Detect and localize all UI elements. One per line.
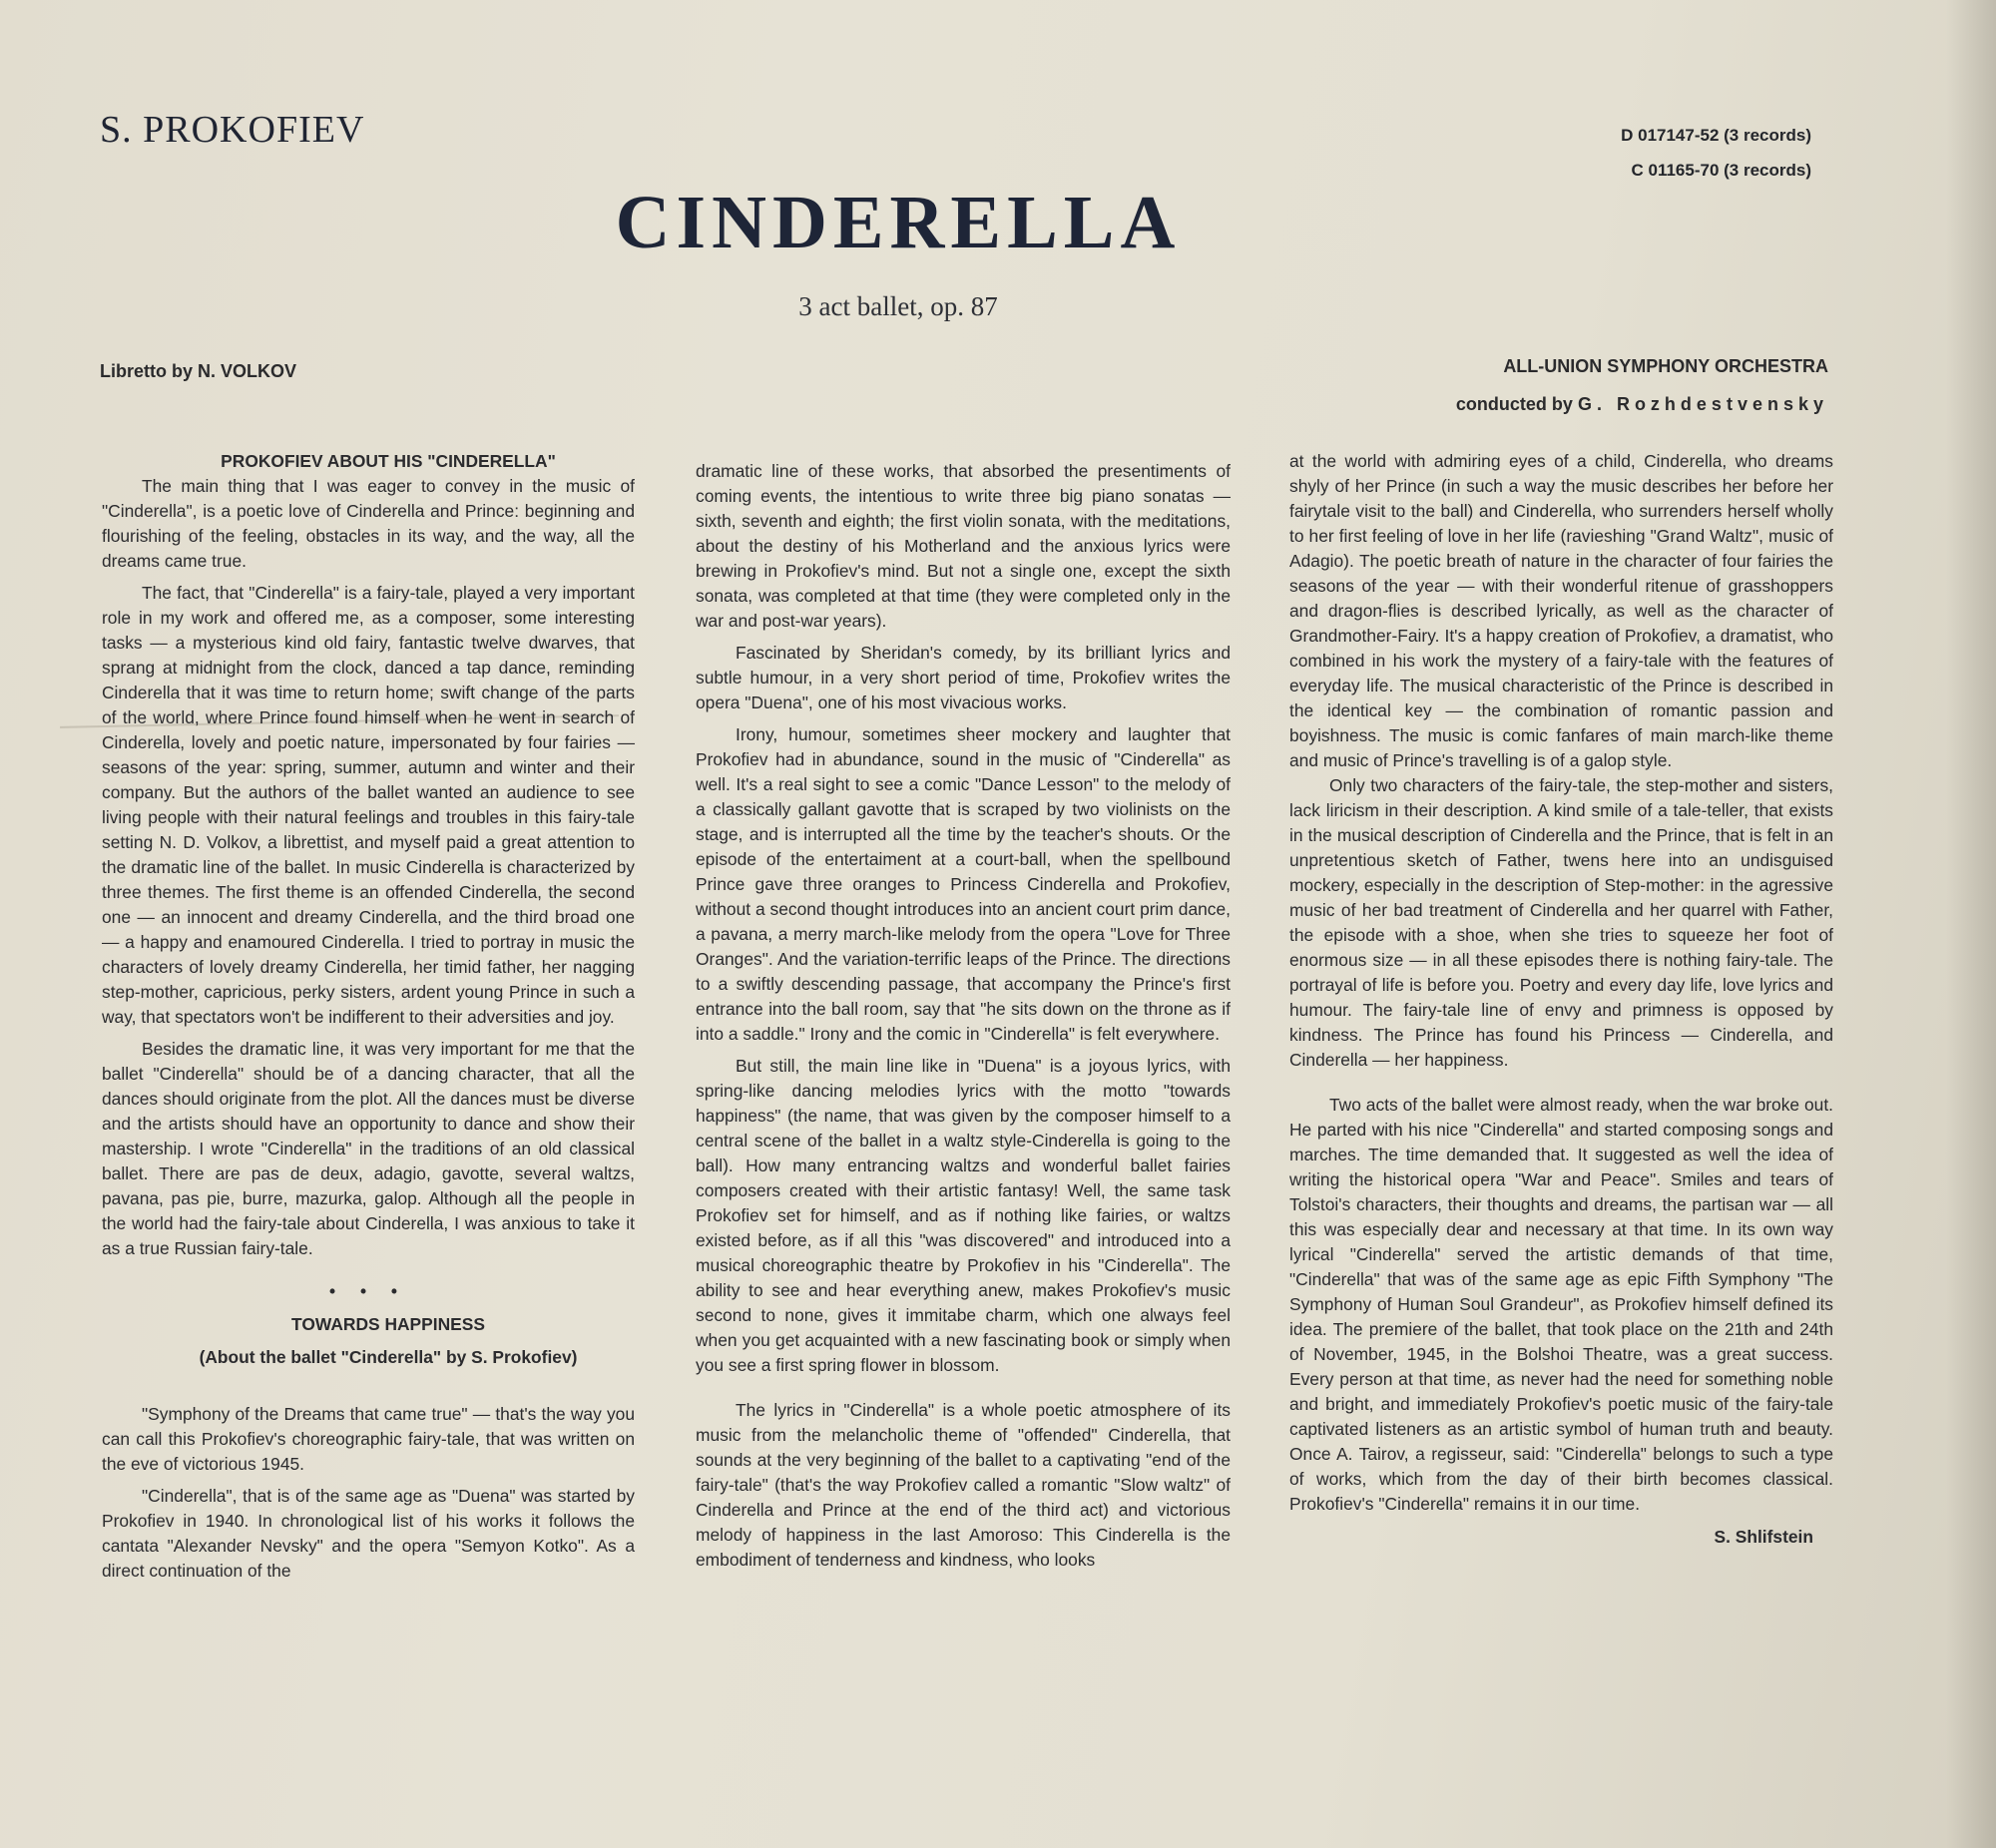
text-column-1	[102, 449, 635, 1584]
section-heading: TOWARDS HAPPINESS	[291, 1314, 485, 1334]
orchestra-name: ALL-UNION SYMPHONY ORCHESTRA	[1503, 356, 1828, 376]
libretto-credit: Libretto by N. VOLKOV	[100, 361, 297, 381]
composer-name: S. PROKOFIEV	[100, 109, 365, 151]
paragraph: at the world with admiring eyes of a child, Cinderella, who dreams shyly of her Prince (in such a way the music describes her before her fairytale visit to the ball) and Cinderella, who surrenders herself wholly to her first feeling of love in her life (ravieshing "Grand Waltz", music of Adagio). The poetic breath of nature in the character of four fairies the seasons of the year — with their wonderful ritenue of grasshoppers and dragon-flies is described lyrically, as well as the character of Grandmother-Fairy. It's a happy creation of Prokofiev, a dramatist, who combined in his work the mystery of a fairy-tale with the features of everyday life. The musical characteristic of the Prince is described in the identical key — the combination of romantic passion and boyishness. The music is comic fanfares of main march-like theme and music of Prince's travelling is of a galop style.	[1289, 451, 1833, 770]
section-heading: PROKOFIEV ABOUT HIS "CINDERELLA"	[221, 451, 556, 471]
work-title: CINDERELLA	[615, 181, 1182, 264]
author-signature: S. Shlifstein	[1714, 1527, 1813, 1547]
conductor-line	[1456, 385, 1828, 423]
conductor-prefix: conducted by	[1455, 394, 1573, 414]
paragraph: Besides the dramatic line, it was very important for me that the ballet "Cinderella" should be of a dancing character, that all the dances should originate from the plot. All the dances must be diverse and the artists should have an opportunity to dance and show their mastership. I wrote "Cinderella" in the traditions of an old classical ballet. There are pas de deux, adagio, gavotte, several waltzs, pavana, pas pie, burre, mazurka, galop. Although all the people in the world had the fairy-tale about Cinderella, I was anxious to take it as a true Russian fairy-tale.	[102, 1039, 635, 1258]
paragraph: dramatic line of these works, that absorbed the presentiments of coming events, the intentious to write three big piano sonatas — sixth, seventh and eighth; the first violin sonata, with the meditations, about the destiny of his Motherland and the anxious lyrics were brewing in Prokofiev's mind. But not a single one, except the sixth sonata, was completed at that time (they were completed only in the war and post-war years).	[696, 461, 1231, 631]
paragraph: "Cinderella", that is of the same age as "Duena" was started by Prokofiev in 1940. In chronological list of his works it follows the cantata "Alexander Nevsky" and the opera "Semyon Kotko". As a direct continuation of the	[102, 1486, 635, 1581]
catalog-numbers	[1621, 118, 1811, 188]
catalog-number-2: C 01165-70 (3 records)	[1631, 161, 1811, 180]
paragraph: "Symphony of the Dreams that came true" — that's the way you can call this Prokofiev's choreographic fairy-tale, that was written on the eve of victorious 1945.	[102, 1404, 635, 1474]
catalog-number-1: D 017147-52 (3 records)	[1621, 126, 1811, 145]
paragraph: Fascinated by Sheridan's comedy, by its brilliant lyrics and subtle humour, in a very short period of time, Prokofiev writes the opera "Duena", one of his most vivacious works.	[696, 643, 1231, 712]
paragraph: But still, the main line like in "Duena" is a joyous lyrics, with spring-like dancing melodies lyrics with the motto "towards happiness" (the name, that was given by the composer himself to a central scene of the ballet in a waltz style-Cinderella is going to the ball). How many entrancing waltzs and wonderful ballet fairies composers created with their artistic fantasy! Well, the same task Prokofiev set for himself, and as if nothing like fairies, or waltzs existed before, as if all this "was discovered" and introduced into a musical choreographic theatre by Prokofiev in his "Cinderella". The ability to see and hear everything anew, makes Prokofiev's music second to none, gives it immitabe charm, which one always feel when you get acquainted with a new fascinating book or simply when you see a first spring flower in blossom.	[696, 1056, 1231, 1375]
paragraph: The fact, that "Cinderella" is a fairy-tale, played a very important role in my work and offered me, as a composer, some interesting tasks — a mysterious kind old fairy, fantastic twelve dwarves, that sprang at midnight from the clock, danced a tap dance, reminding Cinderella that it was time to return home; swift change of the parts of the world, where Prince found himself when he went in search of Cinderella, lovely and poetic nature, impersonated by four fairies — seasons of the year: spring, summer, autumn and winter and their company. But the authors of the ballet wanted an audience to see living people with their natural feelings and troubles in this fairy-tale setting N. D. Volkov, a librettist, and myself paid a great attention to the dramatic line of the ballet. In music Cinderella is characterized by three themes. The first theme is an offended Cinderella, the second one — an innocent and dreamy Cinderella, and the third broad one — a happy and enamoured Cinderella. I tried to portray in music the characters of lovely dreamy Cinderella, her timid father, her nagging step-mother, capricious, perky sisters, ardent young Prince in such a way, that spectators won't be indifferent to their adversities and joy.	[102, 583, 635, 1027]
performer-credit	[1456, 347, 1828, 423]
paragraph: The main thing that I was eager to convey in the music of "Cinderella", is a poetic love of Cinderella and Prince: beginning and flourishing of the feeling, obstacles in its way, and the way, all the dreams came true.	[102, 476, 635, 571]
conductor-name: G. Rozhdestvensky	[1577, 394, 1828, 414]
text-column-2	[696, 459, 1231, 1573]
work-subtitle: 3 act ballet, op. 87	[798, 291, 998, 321]
paragraph: The lyrics in "Cinderella" is a whole poetic atmosphere of its music from the melancholic theme of "offended" Cinderella, that sounds at the very beginning of the ballet to a captivating "end of the fairy-tale" (that's the way Prokofiev called a romantic "Slow waltz" of Cinderella and Prince at the end of the third act) and victorious melody of happiness in the last Amoroso: This Cinderella is the embodiment of tenderness and kindness, who looks	[696, 1400, 1231, 1570]
paragraph: Two acts of the ballet were almost ready, when the war broke out. He parted with his nice "Cinderella" and started composing songs and marches. The time demanded that. It suggested as well the idea of writing the historical opera "War and Peace". Smiles and tears of Tolstoi's characters, their thoughts and dreams, the partisan war — all this was especially dear and necessary at that time. In its own way lyrical "Cinderella" served the artistic demands of that time, "Cinderella" that was of the same age as epic Fifth Symphony "The Symphony of Human Soul Grandeur", as Prokofiev himself defined its idea. The premiere of the ballet, that took place on the 21th and 24th of November, 1945, in the Bolshoi Theatre, was a great success. Every person at that time, as never had the need for something noble and bright, and immediately Prokofiev's poetic music of the fairy-tale captivated listeners as an artistic symbol of human truth and beauty. Once A. Tairov, a regisseur, said: "Cinderella" belongs to such a type of works, which from the day of their birth becomes classical. Prokofiev's "Cinderella" remains it in our time.	[1289, 1095, 1833, 1514]
paragraph: Only two characters of the fairy-tale, the step-mother and sisters, lack liricism in their description. A kind smile of a tale-teller, that exists in the musical description of Cinderella and the Prince, that is felt in an unpretentious sketch of Father, twens here into an undisguised mockery, especially in the description of Step-mother: in the agressive music of her bad treatment of Cinderella and her quarrel with Father, the episode with a shoe, when she tries to squeeze her foot of enormous size — in all these episodes there is nothing fairy-tale. The portrayal of life is before you. Poetry and every day life, love lyrics and humour. The fairy-tale line of envy and primness is opposed by kindness. The Prince has found his Princess — Cinderella, and Cinderella — her happiness.	[1289, 775, 1833, 1070]
page-edge-shadow	[1946, 0, 1996, 1848]
section-divider: • • •	[329, 1281, 407, 1301]
paragraph: Irony, humour, sometimes sheer mockery and laughter that Prokofiev had in abundance, sound in the music of "Cinderella" as well. It's a real sight to see a comic "Dance Lesson" to the melody of a classically gallant gavotte that is scraped by two violinists on the stage, and is interrupted all the time by the teacher's shouts. Or the episode of the entertaiment at a court-ball, when the spellbound Prince gave three oranges to Princess Cinderella and Prokofiev, without a second thought introduces into an ancient court prim dance, a pavana, a merry march-like melody from the opera "Love for Three Oranges". And the variation-terrific leaps of the Prince. The directions to a swiftly descending passage, that accompany the Prince's first entrance into the ball room, say that "he sits down on the throne as if into a saddle." Irony and the comic in "Cinderella" is felt everywhere.	[696, 724, 1231, 1044]
text-column-3	[1289, 449, 1833, 1550]
section-subheading: (About the ballet "Cinderella" by S. Prokofiev)	[199, 1347, 578, 1367]
